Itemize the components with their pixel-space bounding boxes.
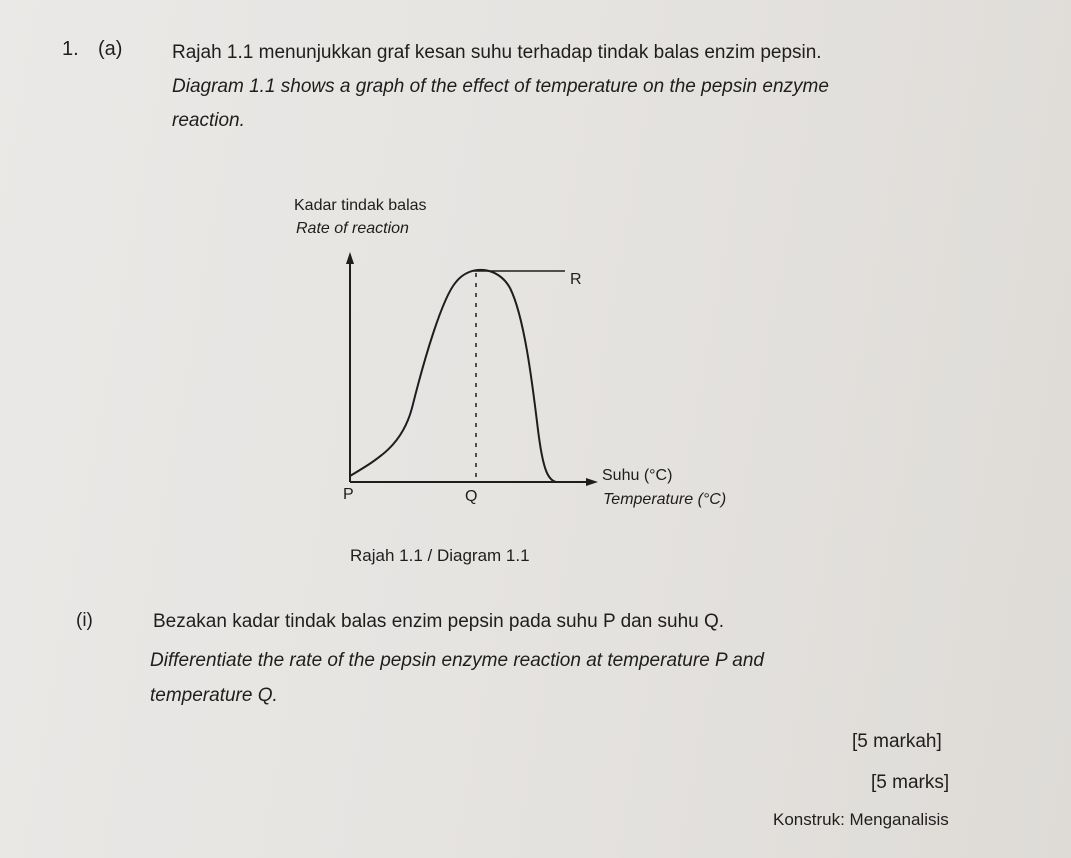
subquestion-number: (i) (76, 610, 93, 631)
question-part: (a) (98, 38, 123, 60)
question-intro-english-line1: Diagram 1.1 shows a graph of the effect of temperature on the pepsin enzyme (172, 76, 829, 97)
y-axis-label-malay: Kadar tindak balas (294, 197, 427, 214)
subquestion-text-english-line1: Differentiate the rate of the pepsin enzyme reaction at temperature P and (150, 650, 764, 671)
point-p-label: P (343, 486, 354, 503)
question-intro-english-line2: reaction. (172, 110, 245, 131)
x-axis-label-english: Temperature (°C) (603, 491, 727, 508)
x-axis-arrow (586, 478, 598, 486)
marks-english: [5 marks] (871, 772, 950, 793)
y-axis-arrow (346, 252, 354, 264)
point-r-label: R (570, 271, 582, 288)
y-axis-label-english: Rate of reaction (296, 220, 409, 237)
point-q-label: Q (465, 488, 478, 505)
question-intro-malay: Rajah 1.1 menunjukkan graf kesan suhu terhadap tindak balas enzim pepsin. (172, 42, 822, 63)
question-number: 1. (62, 38, 79, 60)
construct-label: Konstruk: Menganalisis (773, 810, 949, 829)
x-axis-label-malay: Suhu (°C) (602, 467, 673, 484)
diagram-caption: Rajah 1.1 / Diagram 1.1 (350, 546, 530, 565)
marks-malay: [5 markah] (852, 731, 942, 752)
subquestion-text-malay: Bezakan kadar tindak balas enzim pepsin pada suhu P dan suhu Q. (153, 611, 725, 632)
enzyme-activity-curve (350, 270, 556, 482)
subquestion-text-english-line2: temperature Q. (150, 685, 278, 706)
